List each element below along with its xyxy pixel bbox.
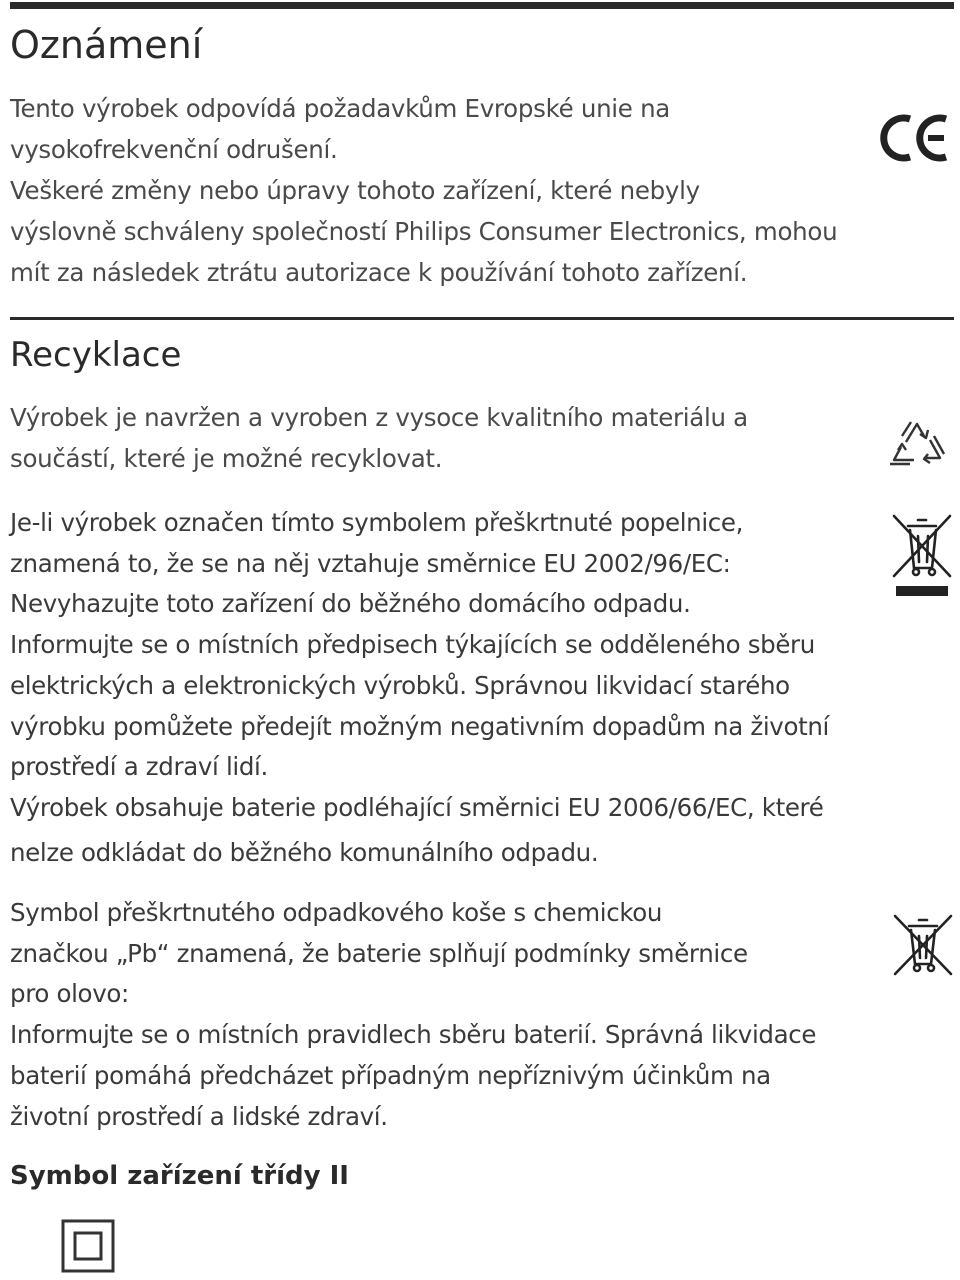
notice-title: Oznámení [10, 23, 203, 67]
class-ii-icon [61, 1219, 115, 1273]
weee-line: Je-li výrobek označen tímto symbolem přeškrtnuté popelnice, [10, 508, 744, 537]
weee-line: Nevyhazujte toto zařízení do běžného domácího odpadu. [10, 589, 691, 619]
recycling-intro-line: Výrobek je navržen a vyroben z vysoce kvalitního materiálu a [10, 403, 748, 432]
battery-line: Symbol přeškrtnutého odpadkového koše s chemickou [10, 898, 663, 927]
notice-line: Veškeré změny nebo úpravy tohoto zařízení, které nebyly [10, 176, 700, 205]
battery-line: značkou „Pb“ znamená, že baterie splňují podmínky směrnice [10, 938, 748, 968]
battery-text [10, 893, 816, 1137]
battery-line: pro olovo: [10, 979, 129, 1009]
battery-line: Informujte se o místních pravidlech sběru baterií. Správná likvidace [10, 1020, 817, 1050]
weee-text [10, 503, 829, 873]
recycling-title: Recyklace [10, 335, 182, 375]
battery-line: baterií pomáhá předcházet případným nepříznivým účinkům na [10, 1060, 771, 1090]
class2-title: Symbol zařízení třídy II [10, 1161, 349, 1191]
section-divider [10, 317, 954, 320]
crossed-bin-icon [890, 510, 954, 600]
weee-line: výrobku pomůžete předejít možným negativním dopadům na životní [10, 711, 829, 741]
recycle-icon [884, 412, 950, 478]
top-rule [10, 2, 954, 9]
crossed-bin-battery-icon [893, 914, 953, 976]
notice-line: Tento výrobek odpovídá požadavkům Evropské unie na [10, 94, 671, 123]
weee-line: prostředí a zdraví lidí. [10, 752, 268, 782]
notice-line: vysokofrekvenční odrušení. [10, 135, 338, 164]
battery-line: životní prostředí a lidské zdraví. [10, 1101, 388, 1131]
notice-line: mít za následek ztrátu autorizace k používání tohoto zařízení. [10, 258, 748, 287]
weee-line: elektrických a elektronických výrobků. Správnou likvidací starého [10, 670, 790, 700]
weee-line: Informujte se o místních předpisech týkajících se odděleného sběru [10, 630, 815, 660]
notice-text [10, 88, 837, 293]
notice-line: výslovně schváleny společností Philips Consumer Electronics, mohou [10, 217, 838, 246]
weee-line: nelze odkládat do běžného komunálního odpadu. [10, 837, 599, 867]
ce-mark-icon [880, 112, 950, 164]
weee-line: znamená to, že se na něj vztahuje směrnice EU 2002/96/EC: [10, 548, 731, 578]
recycling-intro [10, 397, 748, 479]
weee-line: Výrobek obsahuje baterie podléhající směrnici EU 2006/66/EC, které [10, 792, 824, 822]
recycling-intro-line: součástí, které je možné recyklovat. [10, 444, 443, 473]
